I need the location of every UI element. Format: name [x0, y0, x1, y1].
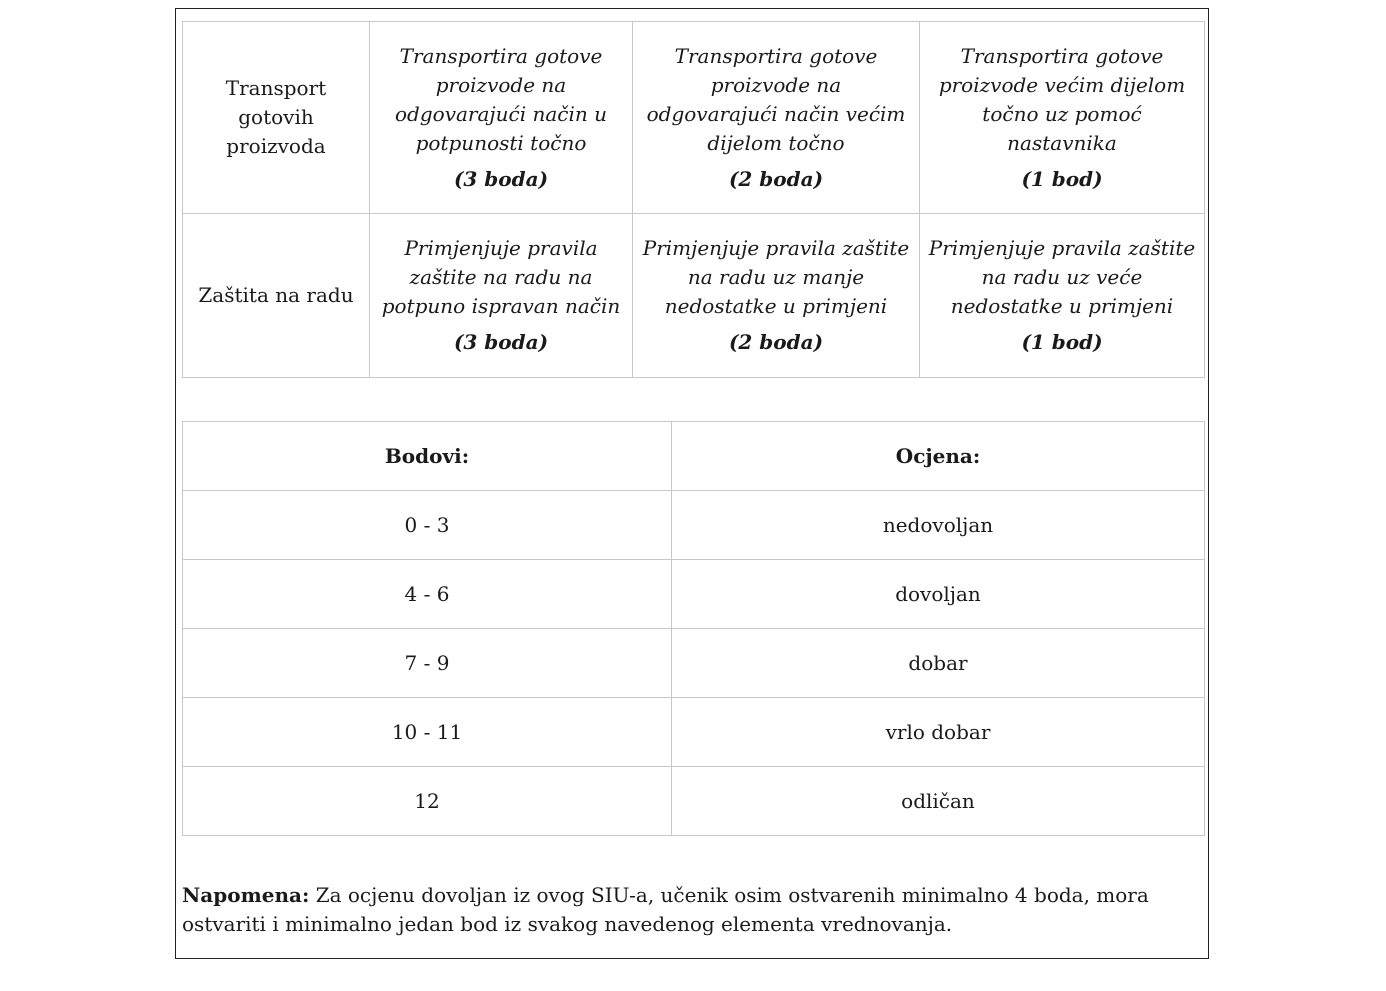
criteria-level-points: (1 bod): [1021, 330, 1103, 354]
criteria-level-points: (2 boda): [728, 330, 824, 354]
criteria-level-text: Transportira gotove proizvode većim dijelom točno uz pomoć nastavnika: [938, 43, 1186, 155]
grades-header-grade: Ocjena:: [672, 422, 1205, 491]
grades-points: 10 - 11: [183, 698, 672, 767]
grades-table: [182, 421, 1205, 836]
note-text: Za ocjenu dovoljan iz ovog SIU-a, učenik osim ostvarenih minimalno 4 boda, mora ostvariti i minimalno jedan bod iz svakog navedenog elementa vrednovanja.: [182, 883, 1149, 936]
grades-header-points: Bodovi:: [183, 422, 672, 491]
grades-points: 12: [183, 767, 672, 836]
criteria-level-text: Primjenjuje pravila zaštite na radu uz veće nedostatke u primjeni: [928, 236, 1196, 318]
grades-grade: dobar: [672, 629, 1205, 698]
grades-grade: odličan: [672, 767, 1205, 836]
criteria-level-cell: [370, 214, 633, 378]
criteria-level-cell: [920, 22, 1205, 214]
grades-row: [183, 629, 1205, 698]
criteria-level-points: (3 boda): [453, 166, 549, 191]
criteria-level-text: Primjenjuje pravila zaštite na radu uz manje nedostatke u primjeni: [642, 236, 910, 318]
grades-points: 7 - 9: [183, 629, 672, 698]
criteria-level-text: Transportira gotove proizvode na odgovarajući način većim dijelom točno: [646, 43, 906, 155]
criteria-level-points: (3 boda): [453, 330, 549, 354]
grades-header-row: [183, 422, 1205, 491]
criteria-row-safety: [183, 214, 1205, 378]
criteria-level-cell: [920, 214, 1205, 378]
criteria-table: [182, 21, 1205, 378]
criteria-category: Transport gotovih proizvoda: [183, 22, 370, 214]
note-label: Napomena:: [182, 883, 310, 907]
criteria-level-text: Transportira gotove proizvode na odgovarajući način u potpunosti točno: [395, 43, 607, 155]
criteria-level-cell: [633, 214, 920, 378]
criteria-level-text: Primjenjuje pravila zaštite na radu na potpuno ispravan način: [381, 236, 621, 318]
document-frame: [175, 8, 1209, 959]
grades-grade: nedovoljan: [672, 491, 1205, 560]
criteria-level-cell: [370, 22, 633, 214]
grades-grade: vrlo dobar: [672, 698, 1205, 767]
grades-row: [183, 560, 1205, 629]
criteria-category: Zaštita na radu: [183, 214, 370, 378]
criteria-level-points: (1 bod): [1021, 166, 1103, 191]
criteria-level-cell: [633, 22, 920, 214]
criteria-level-points: (2 boda): [728, 166, 824, 191]
criteria-row-transport: [183, 22, 1205, 214]
grades-points: 0 - 3: [183, 491, 672, 560]
grades-points: 4 - 6: [183, 560, 672, 629]
grades-grade: dovoljan: [672, 560, 1205, 629]
grades-row: [183, 698, 1205, 767]
grades-row: [183, 491, 1205, 560]
grades-row: [183, 767, 1205, 836]
note-paragraph: [182, 881, 1204, 939]
